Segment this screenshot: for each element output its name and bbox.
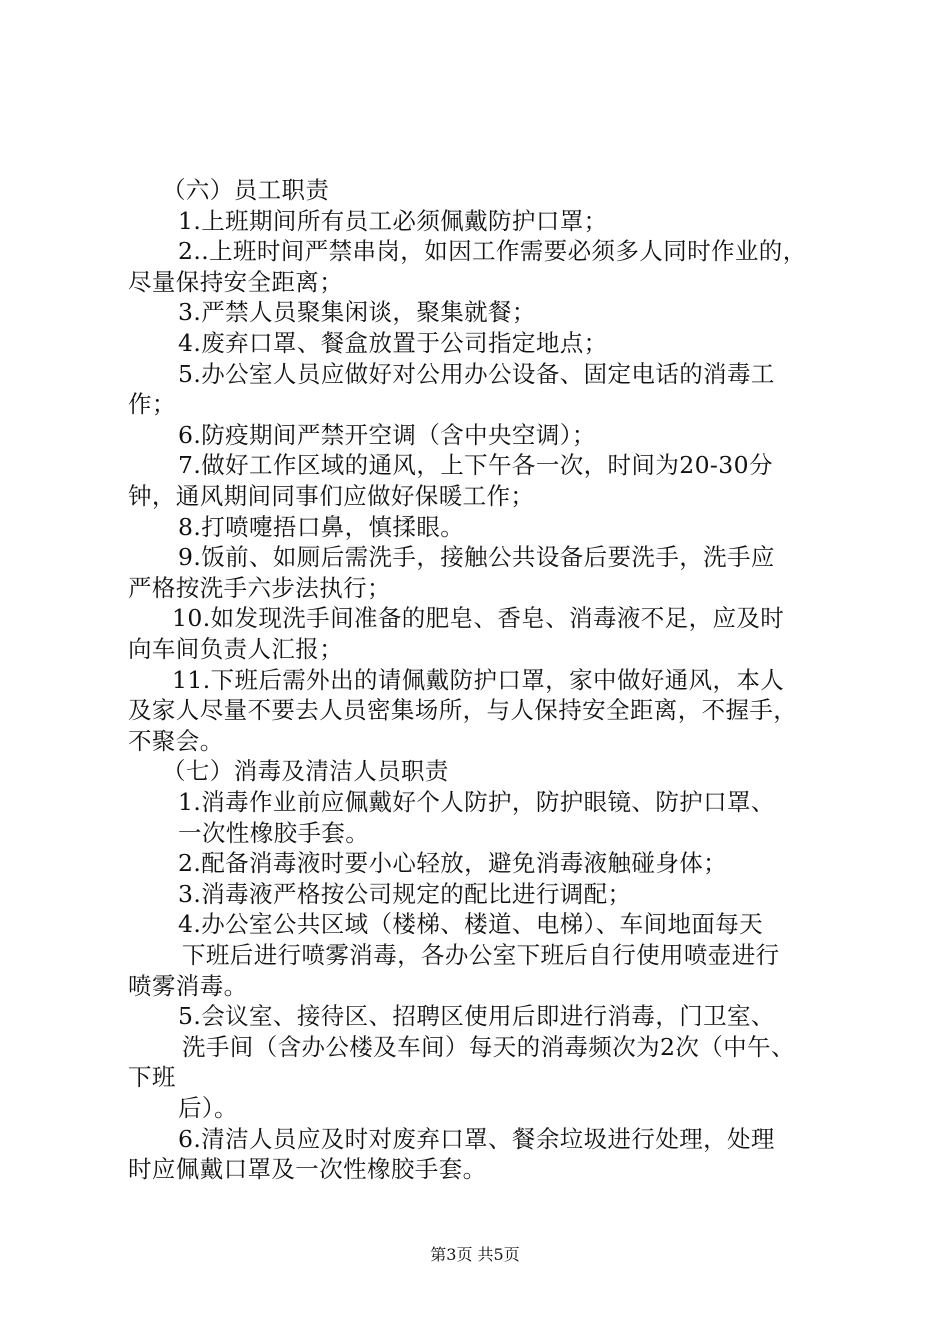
document-line: 10.如发现洗手间准备的肥皂、香皂、消毒液不足，应及时 <box>172 604 785 632</box>
document-line: 严格按洗手六步法执行； <box>128 574 391 602</box>
document-line: 钟，通风期间同事们应做好保暖工作； <box>128 482 535 510</box>
document-line: 5.办公室人员应做好对公用办公设备、固定电话的消毒工 <box>178 360 775 388</box>
document-line: 一次性橡胶手套。 <box>178 819 370 847</box>
document-line: 2..上班时间严禁串岗，如因工作需要必须多人同时作业的， <box>178 237 807 265</box>
document-line: 5.会议室、接待区、招聘区使用后即进行消毒，门卫室、 <box>178 1002 775 1030</box>
document-line: 9.饭前、如厕后需洗手，接触公共设备后要洗手，洗手应 <box>178 543 775 571</box>
document-line: 及家人尽量不要去人员密集场所，与人保持安全距离，不握手， <box>128 696 798 724</box>
document-line: 不聚会。 <box>128 727 224 755</box>
document-line: 洗手间（含办公楼及车间）每天的消毒频次为2次（中午、 <box>182 1033 795 1061</box>
document-line: 11.下班后需外出的请佩戴防护口罩，家中做好通风，本人 <box>172 666 785 694</box>
document-line: 向车间负责人汇报； <box>128 635 344 663</box>
document-line: 8.打喷嚏捂口鼻，慎揉眼。 <box>178 513 465 541</box>
document-line: 尽量保持安全距离； <box>128 268 344 296</box>
document-line: 1.消毒作业前应佩戴好个人防护，防护眼镜、防护口罩、 <box>178 788 775 816</box>
document-line: 3.严禁人员聚集闲谈，聚集就餐； <box>178 298 536 326</box>
document-line: 7.做好工作区域的通风，上下午各一次，时间为20-30分 <box>178 451 773 479</box>
document-line: 下班后进行喷雾消毒，各办公室下班后自行使用喷壶进行 <box>182 941 780 969</box>
document-line: 6.清洁人员应及时对废弃口罩、餐余垃圾进行处理，处理 <box>178 1125 775 1153</box>
document-line: 喷雾消毒。 <box>128 972 248 1000</box>
document-line: 作； <box>128 390 176 418</box>
document-line: （六）员工职责 <box>162 176 330 204</box>
document-line: 1.上班期间所有员工必须佩戴防护口罩； <box>178 207 608 235</box>
document-line: 2.配备消毒液时要小心轻放，避免消毒液触碰身体； <box>178 849 728 877</box>
document-line: （七）消毒及清洁人员职责 <box>162 757 449 785</box>
document-line: 4.废弃口罩、餐盒放置于公司指定地点； <box>178 329 608 357</box>
document-line: 4.办公室公共区域（楼梯、楼道、电梯）、车间地面每天 <box>178 910 764 938</box>
document-line: 时应佩戴口罩及一次性橡胶手套。 <box>128 1155 487 1183</box>
document-line: 后）。 <box>178 1094 238 1122</box>
document-line: 下班 <box>128 1063 176 1091</box>
document-line: 6.防疫期间严禁开空调（含中央空调）； <box>178 421 596 449</box>
document-line: 3.消毒液严格按公司规定的配比进行调配； <box>178 880 632 908</box>
page-footer: 第3页 共5页 <box>430 1245 520 1264</box>
